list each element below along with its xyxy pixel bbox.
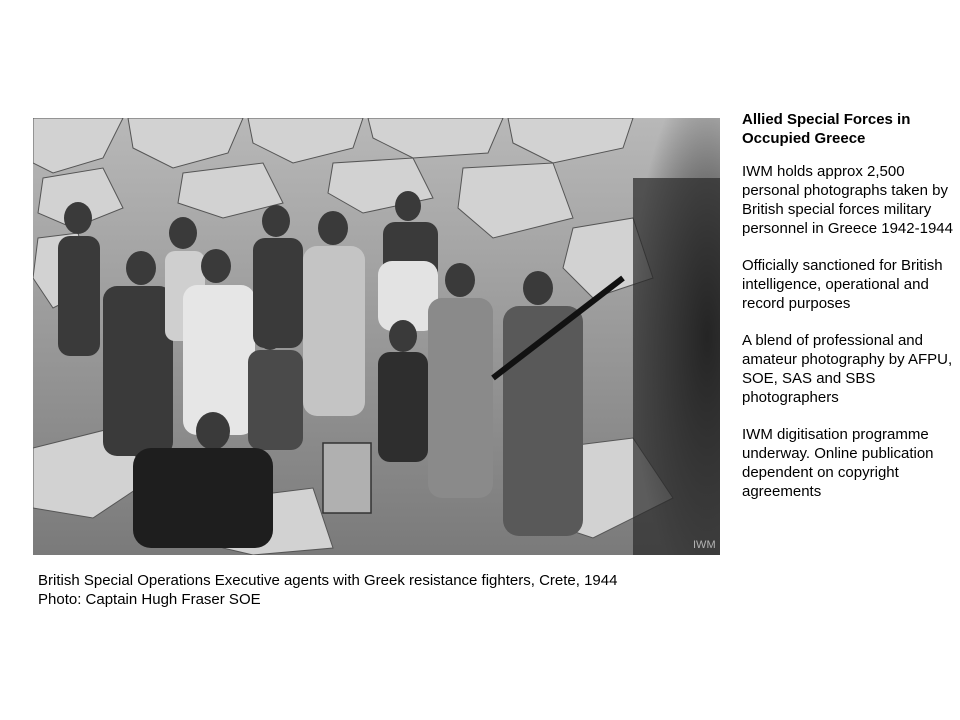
sidebar-text <box>742 110 954 519</box>
sidebar-paragraph-digitisation: IWM digitisation programme underway. Online publication dependent on copyright agreements <box>742 426 934 500</box>
sidebar-paragraph-holdings: IWM holds approx 2,500 personal photographs taken by British special forces military personnel in Greece 1942-1944 <box>742 163 953 237</box>
sidebar-title-line-2: Occupied Greece <box>742 130 866 147</box>
watermark: IWM <box>693 539 716 551</box>
group-photograph <box>33 118 720 555</box>
sidebar-title-line-1: Allied Special Forces in <box>742 111 911 128</box>
photo-caption <box>38 571 718 609</box>
sidebar-title <box>742 110 954 148</box>
sidebar-paragraph-blend: A blend of professional and amateur photography by AFPU, SOE, SAS and SBS photographers <box>742 332 953 406</box>
sidebar-paragraph-sanctioned: Officially sanctioned for British intelligence, operational and record purposes <box>742 257 943 312</box>
caption-line-2: Photo: Captain Hugh Fraser SOE <box>38 591 261 608</box>
photo-illustration <box>33 118 720 555</box>
caption-line-1: British Special Operations Executive agents with Greek resistance fighters, Crete, 1944 <box>38 572 618 589</box>
